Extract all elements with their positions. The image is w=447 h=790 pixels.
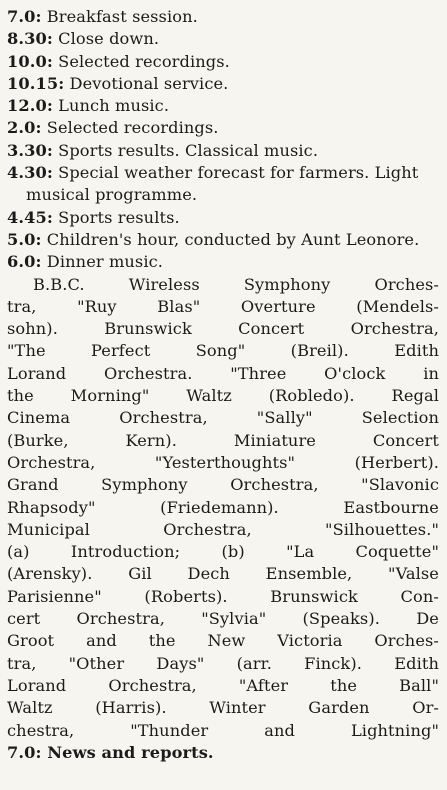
entry-time: 3.30: bbox=[7, 140, 53, 160]
entry-time: 10.15: bbox=[7, 73, 65, 93]
entry-time: 5.0: bbox=[7, 229, 42, 249]
entry-text: Selected recordings. bbox=[52, 51, 230, 71]
schedule-entry bbox=[7, 73, 439, 95]
entry-time: 2.0: bbox=[7, 118, 42, 138]
entry-text: Breakfast session. bbox=[41, 7, 198, 26]
entry-text: Special weather forecast for farmers. Light musical programme. bbox=[26, 163, 419, 205]
entry-time: 12.0: bbox=[7, 96, 53, 116]
programme-line: Waltz (Harris). Winter Garden Or- bbox=[7, 698, 439, 718]
schedule-entry bbox=[7, 162, 439, 207]
programme-line: Parisienne" (Roberts). Brunswick Con- bbox=[7, 586, 439, 606]
entry-time: 7.0: bbox=[7, 7, 42, 26]
schedule-entry bbox=[7, 229, 439, 251]
programme-line: Grand Symphony Orchestra, "Slavonic bbox=[7, 475, 439, 495]
schedule-entry bbox=[7, 6, 439, 28]
entry-time: 4.45: bbox=[7, 207, 53, 227]
programme-line: chestra, "Thunder and Lightning" bbox=[7, 720, 439, 740]
programme-line: Municipal Orchestra, "Silhouettes." bbox=[7, 519, 439, 539]
entry-text: Sports results. Classical music. bbox=[52, 140, 319, 160]
entry-text: Devotional service. bbox=[64, 73, 229, 93]
schedule-entry-final bbox=[7, 742, 439, 764]
programme-line: "The Perfect Song" (Breil). Edith bbox=[7, 341, 439, 361]
schedule-entry bbox=[7, 140, 439, 162]
schedule-entry bbox=[7, 117, 439, 139]
programme-line: Lorand Orchestra, "After the Ball" bbox=[7, 675, 439, 695]
entry-time: 8.30: bbox=[7, 29, 53, 49]
dinner-music-programme bbox=[7, 274, 439, 742]
entry-text: Selected recordings. bbox=[41, 118, 219, 138]
entry-time: 7.0: bbox=[7, 742, 42, 762]
schedule-entry bbox=[7, 28, 439, 50]
programme-line: (Burke, Kern). Miniature Concert bbox=[7, 430, 439, 450]
schedule-entry bbox=[7, 51, 439, 73]
programme-line: tra, "Ruy Blas" Overture (Mendels- bbox=[7, 296, 439, 316]
programme-line: Groot and the New Victoria Orches- bbox=[7, 631, 439, 651]
entry-text: Dinner music. bbox=[41, 252, 164, 272]
entry-time: 6.0: bbox=[7, 252, 42, 272]
entry-text: News and reports. bbox=[41, 742, 214, 762]
programme-line: cert Orchestra, "Sylvia" (Speaks). De bbox=[7, 609, 439, 629]
schedule-entry bbox=[7, 207, 439, 229]
programme-line: Orchestra, "Yesterthoughts" (Herbert). bbox=[7, 452, 439, 472]
programme-line: B.B.C. Wireless Symphony Orches- bbox=[33, 274, 439, 294]
entry-text: Sports results. bbox=[52, 207, 180, 227]
programme-line: Lorand Orchestra. "Three O'clock in bbox=[7, 363, 439, 383]
schedule-entry bbox=[7, 95, 439, 117]
programme-line: Rhapsody" (Friedemann). Eastbourne bbox=[7, 497, 439, 517]
programme-line: sohn). Brunswick Concert Orchestra, bbox=[7, 319, 439, 339]
entry-time: 4.30: bbox=[7, 163, 53, 183]
programme-line: (a) Introduction; (b) "La Coquette" bbox=[7, 542, 439, 562]
programme-line: Cinema Orchestra, "Sally" Selection bbox=[7, 408, 439, 428]
programme-line: the Morning" Waltz (Robledo). Regal bbox=[7, 386, 439, 406]
entry-text: Lunch music. bbox=[52, 96, 170, 116]
programme-line: tra, "Other Days" (arr. Finck). Edith bbox=[7, 653, 439, 673]
programme-line: (Arensky). Gil Dech Ensemble, "Valse bbox=[7, 564, 439, 584]
entry-text: Close down. bbox=[52, 29, 160, 49]
schedule-entry bbox=[7, 251, 439, 273]
entry-text: Children's hour, conducted by Aunt Leonore. bbox=[41, 229, 420, 249]
entry-time: 10.0: bbox=[7, 51, 53, 71]
